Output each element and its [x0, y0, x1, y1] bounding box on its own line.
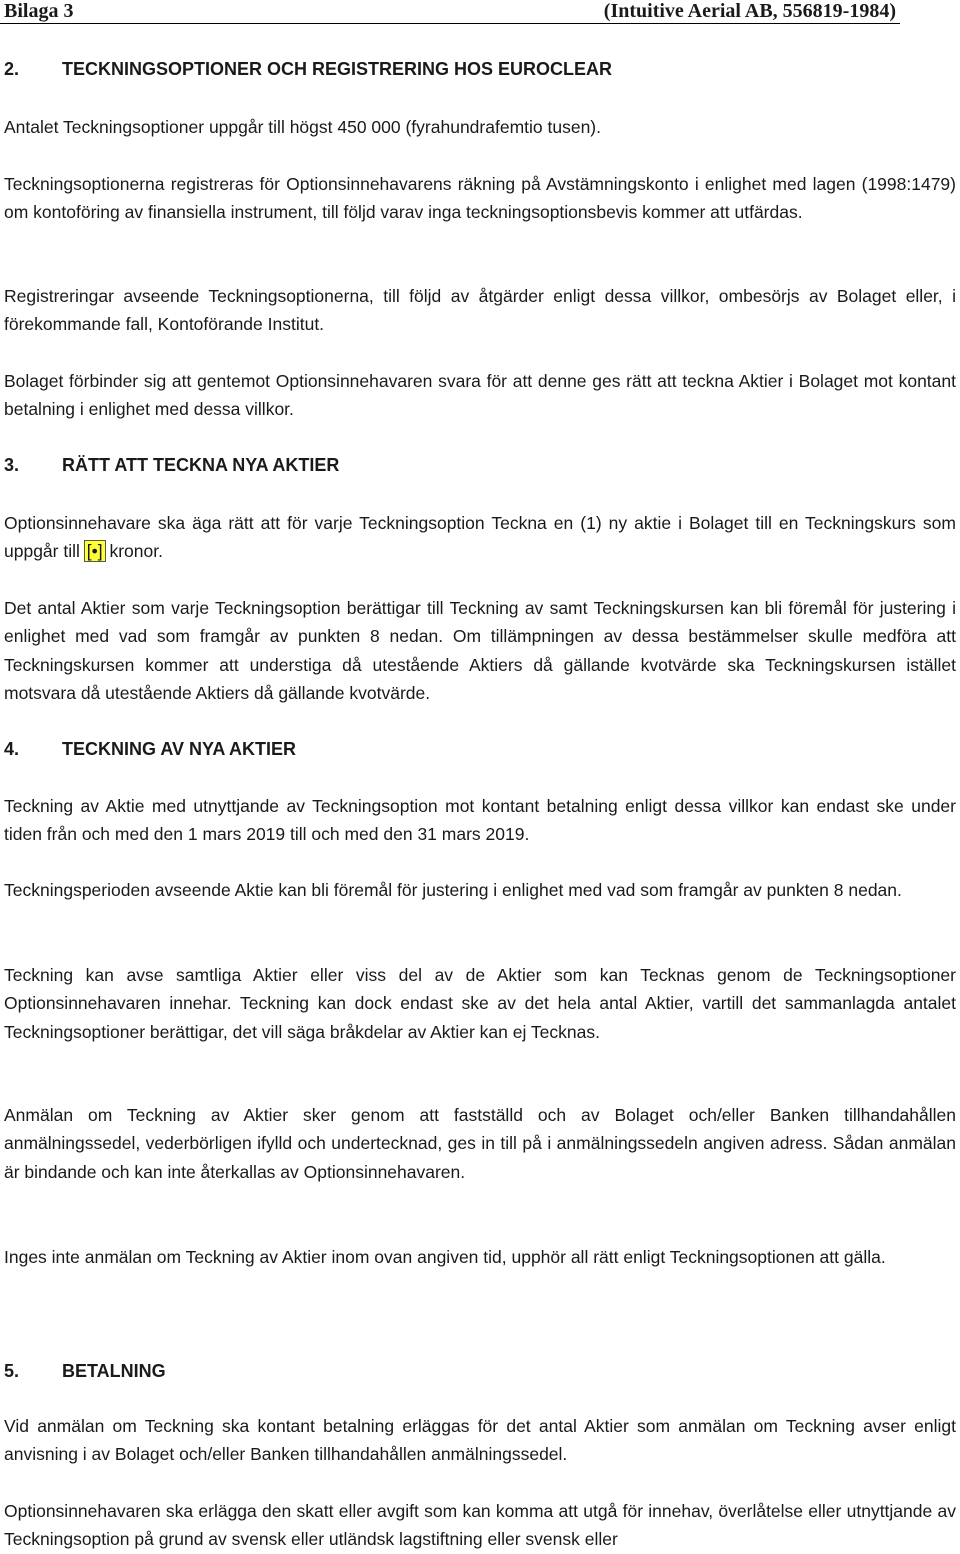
section-title: BETALNING	[62, 1361, 166, 1381]
section-number: 2.	[4, 59, 20, 79]
text-run: Optionsinnehavare ska äga rätt att för varje Teckningsoption Teckna en (1) ny aktie i Bolaget till en Teckningskurs som uppgår till	[4, 513, 956, 562]
section-number: 5.	[4, 1361, 20, 1381]
appendix-label: Bilaga 3	[4, 0, 74, 22]
paragraph: Teckningsoptionerna registreras för Optionsinnehavarens räkning på Avstämningskonto i enlighet med lagen (1998:1479) om kontoföring av finansiella instrument, till följd varav inga teckningsoptionsbevis kommer att utfärdas.	[4, 174, 956, 223]
section-3-heading	[4, 451, 339, 479]
paragraph: Vid anmälan om Teckning ska kontant betalning erläggas för det antal Aktier som anmälan om Teckning avser enligt anvisning i av Bolaget och/eller Banken tillhandahållen anmälningssedel.	[4, 1416, 956, 1465]
company-label: (Intuitive Aerial AB, 556819-1984)	[603, 0, 896, 22]
section-title: RÄTT ATT TECKNA NYA AKTIER	[62, 455, 340, 475]
paragraph: Registreringar avseende Teckningsoptionerna, till följd av åtgärder enligt dessa villkor, ombesörjs av Bolaget eller, i förekommande fall, Kontoförande Institut.	[4, 286, 956, 335]
paragraph: Inges inte anmälan om Teckning av Aktier inom ovan angiven tid, upphör all rätt enligt Teckningsoptionen att gälla.	[4, 1247, 886, 1267]
section-5-heading	[4, 1357, 166, 1385]
section-number: 4.	[4, 739, 20, 759]
section-title: TECKNINGSOPTIONER OCH REGISTRERING HOS EUROCLEAR	[62, 59, 613, 79]
text-run: kronor.	[104, 541, 163, 562]
paragraph: Teckningsperioden avseende Aktie kan bli föremål för justering i enlighet med vad som framgår av punkten 8 nedan.	[4, 880, 902, 900]
paragraph: Bolaget förbinder sig att gentemot Optionsinnehavaren svara för att denne ges rätt att teckna Aktier i Bolaget mot kontant betalning i enlighet med dessa villkor.	[4, 371, 956, 420]
section-2-heading	[4, 55, 612, 83]
section-4-heading	[4, 735, 296, 763]
paragraph: Teckning av Aktie med utnyttjande av Teckningsoption mot kontant betalning enligt dessa villkor kan endast ske under tiden från och med den 1 mars 2019 till och med den 31 mars 2019.	[4, 796, 956, 845]
paragraph: Antalet Teckningsoptioner uppgår till högst 450 000 (fyrahundrafemtio tusen).	[4, 117, 601, 137]
paragraph: Anmälan om Teckning av Aktier sker genom att fastställd och av Bolaget och/eller Banken tillhandahållen anmälningssedel, vederbörligen ifylld och undertecknad, ges in till på i anmälningssedeln angiven adress. Sådan anmälan är bindande och kan inte återkallas av Optionsinnehavaren.	[4, 1105, 956, 1182]
paragraph: Optionsinnehavaren ska erlägga den skatt eller avgift som kan komma att utgå för innehav, överlåtelse eller utnyttjande av Teckningsoption på grund av svensk eller utländsk lagstiftning eller svensk eller	[4, 1501, 956, 1550]
paragraph: Teckning kan avse samtliga Aktier eller viss del av de Aktier som kan Tecknas genom de Teckningsoptioner Optionsinnehavaren innehar. Teckning kan dock endast ske av det hela antal Aktier, vartill det sammanlagda antalet Teckningsoptioner berättigar, det vill säga bråkdelar av Aktier kan ej Tecknas.	[4, 965, 956, 1042]
price-placeholder: [•]	[86, 541, 103, 562]
paragraph: Det antal Aktier som varje Teckningsoption berättigar till Teckning av samt Teckningskursen kan bli föremål för justering i enlighet med vad som framgår av punkten 8 nedan. Om tillämpningen av dessa bestämmelser skulle medföra att Teckningskursen kommer att understiga då utestående Aktiers då gällande kvotvärde ska Teckningskursen istället motsvara då utestående Aktiers då gällande kvotvärde.	[4, 598, 956, 704]
section-title: TECKNING AV NYA AKTIER	[62, 739, 297, 759]
section-number: 3.	[4, 455, 20, 475]
paragraph	[4, 509, 956, 566]
page-header	[0, 0, 900, 24]
